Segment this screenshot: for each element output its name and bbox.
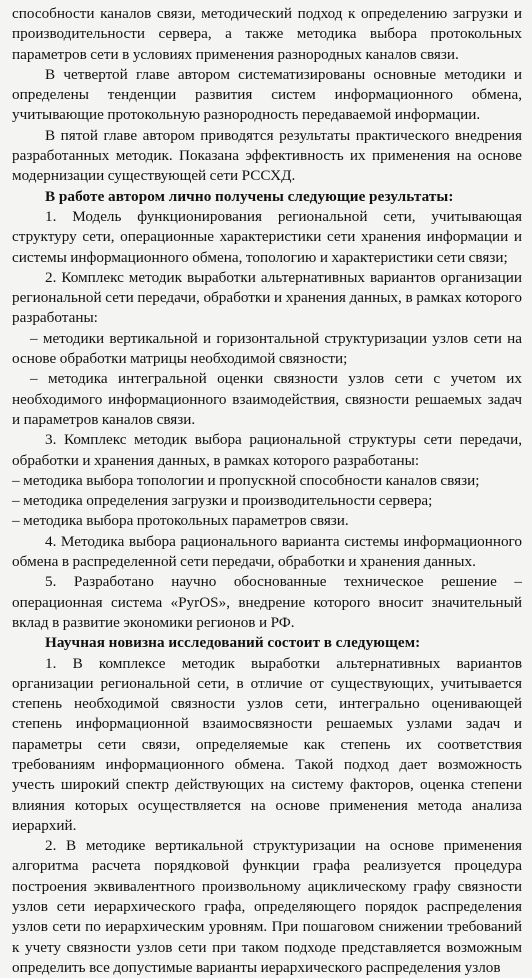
body-paragraph: В пятой главе автором приводятся результаты практического внедрения разработанных методик. Показана эффективность их применения на основе модернизации существующей сети РССХД. <box>12 126 522 185</box>
section-heading: В работе автором лично получены следующие результаты: <box>45 187 454 205</box>
body-paragraph: способности каналов связи, методический подход к определению загрузки и производительности сервера, а также методика выбора протокольных параметров сети в условиях применения разнородных каналов связи. <box>12 5 522 63</box>
body-paragraph: 1. Модель функционирования региональной сети, учитывающая структуру сети, операционные характеристики сети хранения информации и системы информационного обмена, топологию и характеристики сети связи; <box>12 207 522 266</box>
body-paragraph: – методика определения загрузки и производительности сервера; <box>12 492 433 510</box>
body-paragraph: 4. Методика выбора рационального варианта системы информационного обмена в распределенной сети передачи, обработки и хранения данных. <box>12 532 522 571</box>
body-paragraph: – методика выбора протокольных параметров связи. <box>12 512 349 530</box>
body-paragraph: 5. Разработано научно обоснованные техническое решение – операционная система «PyrOS», внедрение которого вносит значительный вклад в развитие экономики регионов и РФ. <box>12 573 522 631</box>
body-paragraph: – методики вертикальной и горизонтальной структуризации узлов сети на основе обработки матрицы необходимой связности; <box>12 329 522 368</box>
body-paragraph: 3. Комплекс методик выбора рациональной структуры сети передачи, обработки и хранения данных, в рамках которого разработаны: <box>12 431 522 469</box>
body-paragraph: 2. Комплекс методик выработки альтернативных вариантов организации региональной сети передачи, обработки и хранения данных, в рамках которого разработаны: <box>12 268 522 327</box>
body-paragraph: 2. В методике вертикальной структуризации на основе применения алгоритма расчета порядковой функции графа реализуется процедура построения эквивалентного произвольному ациклическому графу связности узлов сети иерархического графа, определяющего порядок распределения узлов сети по иерархическим уровням. При пошаговом снижении требований к учету связности узлов сети при таком подходе представляется возможным определить все допустимые варианты иерархического распределения узлов <box>12 837 522 976</box>
body-paragraph: 1. В комплексе методик выработки альтернативных вариантов организации региональной сети, в отличие от существующих, учитывается степень необходимой связности узлов сети, интегрально оценивающей степень информационной взаимосвязности решаемых узлами задач и параметры сети связи, определяемые как степень их соответствия требованиям информационного обмена. Такой подход дает возможность учесть широкий спектр действующих на систему факторов, оценка степени влияния которых осуществляется на основе применения метода анализа иерархий. <box>12 654 522 834</box>
section-heading: Научная новизна исследований состоит в следующем: <box>45 634 421 652</box>
body-paragraph: В четвертой главе автором систематизированы основные методики и определены тенденции развития систем информационного обмена, учитывающие протокольную разнородность передаваемой информации. <box>12 65 522 124</box>
body-paragraph: – методика выбора топологии и пропускной способности каналов связи; <box>12 471 480 489</box>
body-paragraph: – методика интегральной оценки связности узлов сети с учетом их необходимого информационного взаимодействия, связности решаемых задач и параметров каналов связи. <box>12 370 522 428</box>
